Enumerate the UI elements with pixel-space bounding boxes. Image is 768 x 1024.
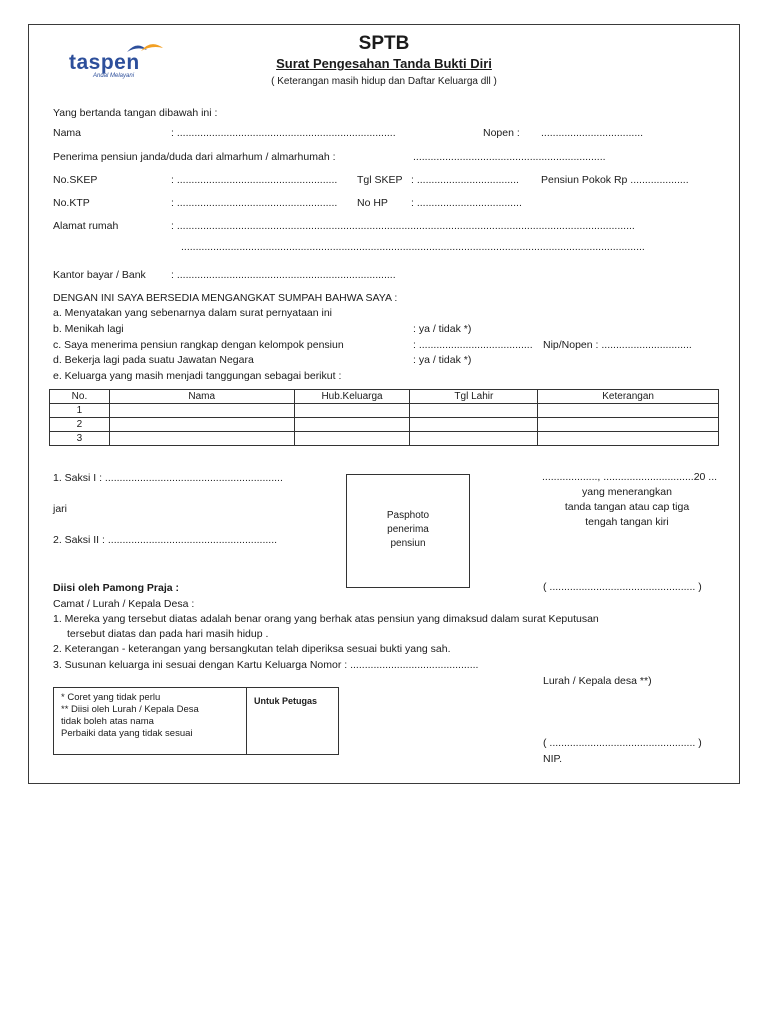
oath-item-a: a. Menyatakan yang sebenarnya dalam surat pernyataan ini [53,307,333,319]
cell-hub[interactable] [294,432,410,446]
saksi-2-field[interactable]: 2. Saksi II : .......................................................... [53,534,278,546]
pasphoto-label: Pasphoto penerima pensiun [386,510,430,549]
tgl-skep-label: Tgl SKEP [357,174,403,186]
penerima-field[interactable]: .................................................................. [413,151,606,163]
table-row [50,432,719,446]
row-number: 2 [50,418,110,432]
cell-tgl-lahir[interactable] [410,404,538,418]
col-header-hub: Hub.Keluarga [294,390,410,404]
cell-hub[interactable] [294,418,410,432]
table-row [50,418,719,432]
col-header-keterangan: Keterangan [538,390,719,404]
form-subtitle-note: ( Keterangan masih hidup dan Daftar Keluarga dll ) [271,76,497,87]
skep-label: No.SKEP [53,174,98,186]
nama-field[interactable]: : ........................................................................... [171,127,396,139]
signer-caption-2: tanda tangan atau cap tiga [564,501,690,513]
hp-label: No HP [357,197,388,209]
pamong-item-1-cont: tersebut diatas dan pada hari masih hidup . [67,628,269,640]
signer-caption-3: tengah tangan kiri [585,516,669,528]
oath-c-nip-field[interactable]: Nip/Nopen : ............................... [543,339,692,351]
logo-wordmark: taspen [69,51,140,74]
intro-text: Yang bertanda tangan dibawah ini : [53,107,218,119]
untuk-petugas-label: Untuk Petugas [254,696,318,706]
penerima-label: Penerima pensiun janda/duda dari almarhum / almarhumah : [53,151,336,163]
form-title: SPTB [358,33,410,54]
cell-keterangan[interactable] [538,418,719,432]
tgl-skep-field[interactable]: : ................................... [411,174,519,186]
notes-list [61,692,199,740]
ktp-label: No.KTP [53,197,90,209]
lurah-signature-line[interactable]: ( .................................................. ) [543,737,702,749]
pamong-item-2: 2. Keterangan - keterangan yang bersangkutan telah diperiksa sesuai bukti yang sah. [53,643,451,655]
alamat-field-line1[interactable]: : ............................................................................................................................................................. [171,220,635,232]
cell-nama[interactable] [109,418,294,432]
nip-label: NIP. [543,753,563,765]
table-row [50,404,719,418]
cell-nama[interactable] [109,404,294,418]
cell-nama[interactable] [109,432,294,446]
oath-item-d: d. Bekerja lagi pada suatu Jawatan Negara [53,354,254,366]
oath-item-e: e. Keluarga yang masih menjadi tanggungan sebagai berikut : [53,370,342,382]
pamong-heading: Diisi oleh Pamong Praja : [53,582,180,594]
oath-heading: DENGAN INI SAYA BERSEDIA MENGANGKAT SUMPAH BAHWA SAYA : [53,292,398,304]
lurah-label: Lurah / Kepala desa **) [543,675,652,687]
place-date-field[interactable]: ..................., ...............................20 ... [542,471,718,483]
oath-item-c: c. Saya menerima pensiun rangkap dengan kelompok pensiun [53,339,344,351]
pensiun-pokok-field[interactable]: Pensiun Pokok Rp .................... [541,174,689,186]
oath-item-b: b. Menikah lagi [53,323,124,335]
note-atas-nama: tidak boleh atas nama [61,716,154,727]
pamong-item-3[interactable]: 3. Susunan keluarga ini sesuai dengan Kartu Keluarga Nomor : ............................................ [53,659,479,671]
alamat-label: Alamat rumah [53,220,119,232]
saksi-1-field[interactable]: 1. Saksi I : ............................................................. [53,472,283,484]
notes-divider [246,688,247,754]
signer-caption-1: yang menerangkan [582,486,672,498]
col-header-nama: Nama [109,390,294,404]
hp-field[interactable]: : .................................... [411,197,522,209]
oath-c-field[interactable]: : ....................................... [413,339,533,351]
form-subtitle: Surat Pengesahan Tanda Bukti Diri [276,56,492,71]
kantor-bayar-field[interactable]: : ........................................................................... [171,269,396,281]
pamong-role: Camat / Lurah / Kepala Desa : [53,598,195,610]
notes-box [53,687,339,755]
oath-d-option[interactable]: : ya / tidak *) [413,354,472,366]
row-number: 1 [50,404,110,418]
kantor-bayar-label: Kantor bayar / Bank [53,269,146,281]
skep-field[interactable]: : ....................................................... [171,174,338,186]
cell-tgl-lahir[interactable] [410,418,538,432]
nopen-field[interactable]: ................................... [541,127,644,139]
ktp-field[interactable]: : ....................................................... [171,197,338,209]
cell-tgl-lahir[interactable] [410,432,538,446]
jari-label: jari [53,503,68,515]
cell-hub[interactable] [294,404,410,418]
note-perbaiki: Perbaiki data yang tidak sesuai [61,728,193,739]
sptb-form [28,24,740,784]
cell-keterangan[interactable] [538,432,719,446]
logo-tagline: Andal Melayani [93,73,135,79]
nopen-label: Nopen : [483,127,520,139]
cell-keterangan[interactable] [538,404,719,418]
pasphoto-box[interactable] [346,474,470,588]
nama-label: Nama [53,127,82,139]
col-header-tgl-lahir: Tgl Lahir [410,390,538,404]
pamong-item-1: 1. Mereka yang tersebut diatas adalah benar orang yang berhak atas pensiun yang dimaksud dalam surat Keputusan [53,613,599,625]
note-coret: * Coret yang tidak perlu [61,692,161,703]
col-header-no: No. [50,390,110,404]
family-table-header [50,390,719,404]
oath-b-option[interactable]: : ya / tidak *) [413,323,472,335]
note-diisi: ** Diisi oleh Lurah / Kepala Desa [61,704,199,715]
family-table [49,389,719,446]
recipient-signature-line[interactable]: ( .................................................. ) [543,581,702,593]
row-number: 3 [50,432,110,446]
alamat-field-line2[interactable]: ............................................................................................................................................................... [181,241,645,253]
